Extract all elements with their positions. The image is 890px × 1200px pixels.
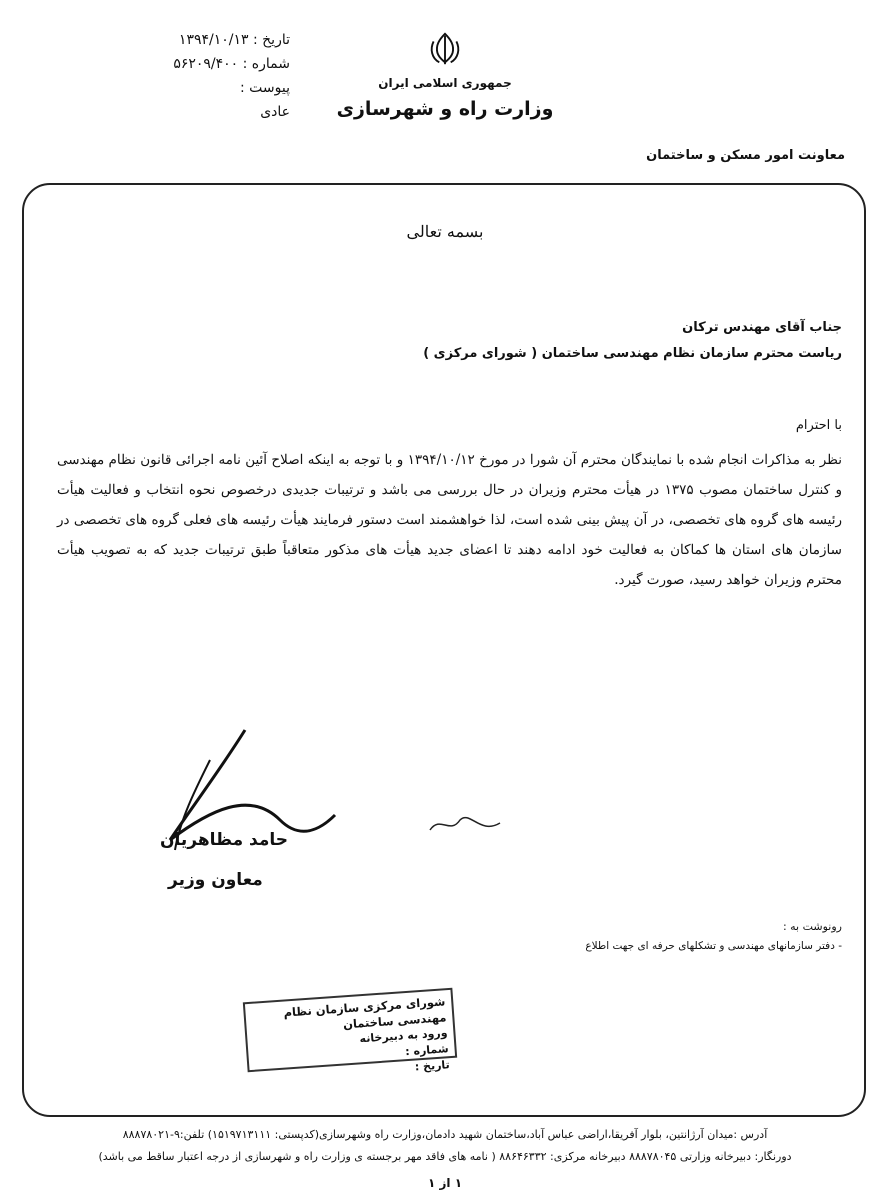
attachment-row (60, 76, 290, 100)
footer-fax: دورنگار: دبیرخانه وزارتی ۸۸۸۷۸۰۴۵ دبیرخانه مرکزی: ۸۸۶۴۶۳۳۲ ( نامه های فاقد مهر برجسته ی وزارت راه و شهرسازی از درجه اعتبار ساقط می باشد) (98, 1150, 792, 1163)
classification: عادی (260, 104, 290, 120)
initial-mark (425, 805, 505, 845)
deputy-title: معاونت امور مسکن و ساختمان (646, 148, 845, 163)
stamp-date-label: تاریخ : (414, 1058, 451, 1074)
stamp-subtitle: ورود به دبیرخانه (359, 1026, 448, 1046)
date-label: تاریخ : (252, 32, 290, 48)
date-row (60, 28, 290, 52)
number-row (60, 52, 290, 76)
cc-title: رونوشت به : (782, 920, 842, 933)
recipient-title: ریاست محترم سازمان نظام مهندسی ساختمان ( شورای مرکزی ) (423, 346, 842, 361)
stamp-number-label: شماره : (404, 1042, 449, 1059)
date-value: ۱۳۹۴/۱۰/۱۳ (178, 32, 249, 48)
ministry-title: وزارت راه و شهرسازی (336, 98, 554, 120)
signer-name: حامد مظاهریان (160, 830, 289, 850)
republic-title: جمهوری اسلامی ایران (378, 76, 512, 90)
number-label: شماره : (242, 56, 290, 72)
cc-item: - دفتر سازمانهای مهندسی و تشکلهای حرفه ای جهت اطلاع (585, 940, 842, 952)
letter-body: نظر به مذاکرات انجام شده با نمایندگان محترم آن شورا در مورخ ۱۳۹۴/۱۰/۱۲ و با توجه به اینکه اصلاح آئین نامه اجرائی قانون نظام مهندسی و کنترل ساختمان مصوب ۱۳۷۵ در هیأت محترم وزیران در حال بررسی می باشد و ترتیبات جدیدی درخصوص نحوه انتخاب و فعالیت هیأت رئیسه های گروه های تخصصی، در آن پیش بینی شده است، لذا خواهشمند است دستور فرمایند هیأت رئیسه های فعلی گروه های تخصصی در سازمان های استان ها کماکان به فعالیت خود ادامه دهند تا اعضای جدید هیأت های مذکور متعاقباً طبق ترتیبات جدید که به تصویب هیأت محترم وزیران خواهد رسید، صورت گیرد. (57, 452, 842, 588)
footer-address: آدرس :میدان آرژانتین، بلوار آفریقا،اراضی عباس آباد،ساختمان شهید دادمان،وزارت راه وشهرسازی(کدپستی: ۱۵۱۹۷۱۳۱۱۱) تلفن:۹-۸۸۸۷۸۰۲۱ (122, 1128, 768, 1141)
bismillah: بسمه تعالی (406, 222, 484, 241)
receipt-stamp (243, 988, 457, 1072)
iran-emblem-icon (426, 30, 464, 68)
page-number: ۱ از ۱ (427, 1176, 463, 1190)
number-value: ۵۶۲۰۹/۴۰۰ (173, 56, 239, 72)
letter-meta (60, 28, 290, 124)
letterhead (300, 30, 590, 120)
salutation: با احترام (795, 418, 842, 433)
stamp-title: شورای مرکزی سازمان نظام مهندسی ساختمان (283, 994, 447, 1032)
recipient-name: جناب آقای مهندس ترکان (682, 320, 842, 335)
attachment-label: پیوست : (240, 80, 290, 96)
signer-title: معاون وزیر (168, 870, 263, 890)
